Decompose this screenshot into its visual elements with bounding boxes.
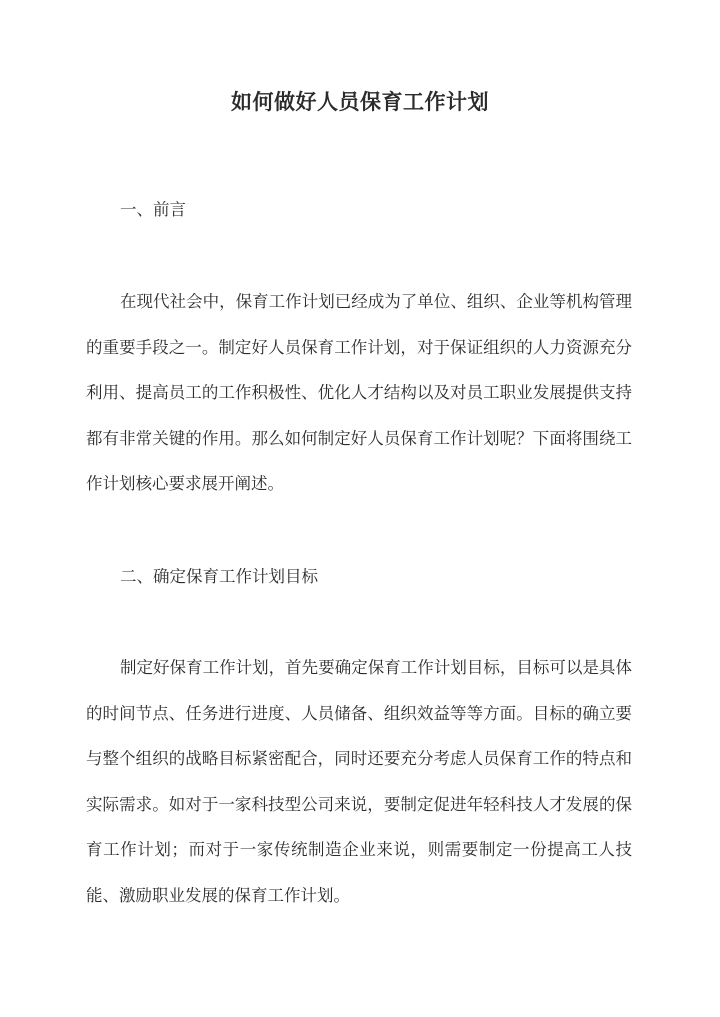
section-paragraph-goals: 制定好保育工作计划，首先要确定保育工作计划目标，目标可以是具体的时间节点、任务进行进度、人员储备、组织效益等等方面。目标的确立要与整个组织的战略目标紧密配合，同时还要充分考虑人员保育工作的特点和实际需求。如对于一家科技型公司来说，要制定促进年轻科技人才发展的保育工作计划；而对于一家传统制造企业来说，则需要制定一份提高工人技能、激励职业发展的保育工作计划。 (86, 658, 632, 905)
document-title: 如何做好人员保育工作计划 (231, 89, 489, 114)
section-paragraph-preface: 在现代社会中，保育工作计划已经成为了单位、组织、企业等机构管理的重要手段之一。制定好人员保育工作计划，对于保证组织的人力资源充分利用、提高员工的工作积极性、优化人才结构以及对员工职业发展提供支持都有非常关键的作用。那么如何制定好人员保育工作计划呢？下面将围绕工作计划核心要求展开阐述。 (86, 292, 632, 493)
section-heading-preface: 一、前言 (120, 200, 186, 219)
section-heading-goals: 二、确定保育工作计划目标 (120, 567, 318, 586)
